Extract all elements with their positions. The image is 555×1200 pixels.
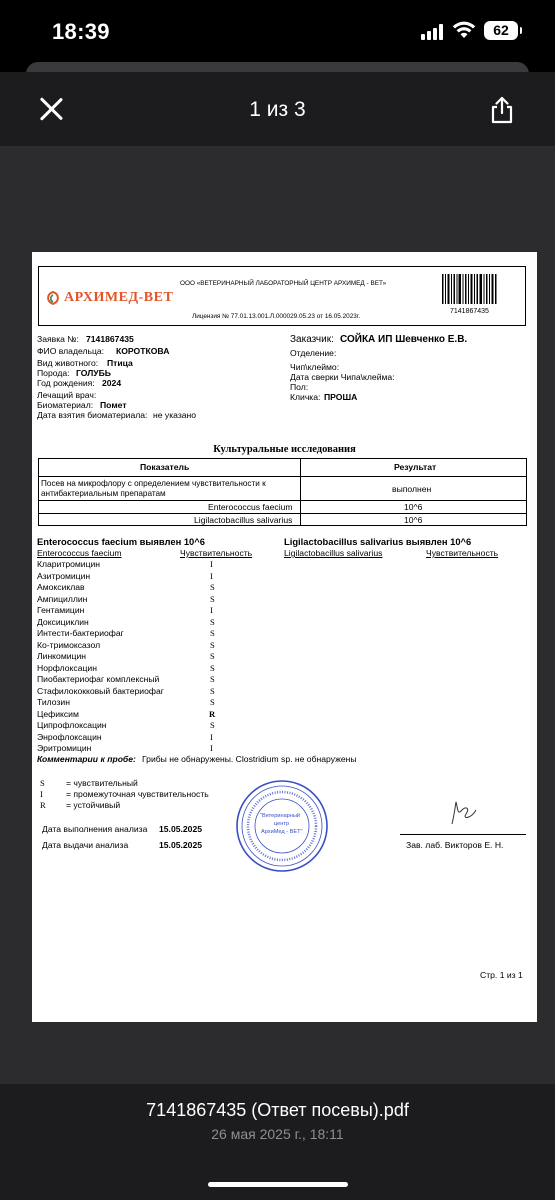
col-indicator-header: Показатель <box>140 462 190 472</box>
barcode-number: 7141867435 <box>450 308 489 315</box>
drug-value: R <box>209 708 216 719</box>
birth-label: Год рождения: <box>37 378 95 388</box>
drug-name: Кларитромицин <box>37 559 101 569</box>
breed-value: ГОЛУБЬ <box>76 368 111 378</box>
right-heading: Ligilactobacillus salivarius выявлен 10^6 <box>284 536 472 547</box>
stamp-text: "Ветеринарный <box>260 813 301 819</box>
legend-code: R <box>40 800 46 810</box>
drug-name: Энрофлоксацин <box>37 731 102 742</box>
breed-label: Порода: <box>37 368 70 378</box>
drug-name: Амоксиклав <box>37 582 85 592</box>
biomat-value: Помет <box>100 400 127 410</box>
file-name: 7141867435 (Ответ посевы).pdf <box>146 1100 409 1120</box>
license-text: Лицензия № 77.01.13.001.Л.000029.05.23 от 16.05.2023г. <box>192 313 361 320</box>
drug-name: Ко-тримоксазол <box>37 639 101 650</box>
share-button[interactable] <box>490 96 514 124</box>
drug-value: I <box>210 570 213 581</box>
drug-value: S <box>210 651 215 661</box>
date-issued-label: Дата выдачи анализа <box>42 840 129 850</box>
pdf-page[interactable] <box>32 252 537 1022</box>
drug-name: Азитромицин <box>37 570 91 581</box>
date-issued-value: 15.05.2025 <box>159 840 203 850</box>
nickname-label: Кличка: <box>290 392 321 402</box>
customer-label: Заказчик: <box>290 334 334 345</box>
file-date: 26 мая 2025 г., 18:11 <box>211 1126 344 1142</box>
org-name: ООО «ВЕТЕРИНАРНЫЙ ЛАБОРАТОРНЫЙ ЦЕНТР АРХИМЕД - ВЕТ» <box>180 280 387 287</box>
page-number: Стр. 1 из 1 <box>480 970 523 980</box>
drug-name: Гентамицин <box>37 605 85 615</box>
drug-name: Цефиксим <box>37 708 79 719</box>
request-label: Заявка №: <box>37 334 79 344</box>
drug-name: Ампициллин <box>37 593 88 604</box>
table-cell: 10^6 <box>404 515 423 525</box>
biomat-label: Биоматериал: <box>37 400 94 410</box>
col-result-header: Результат <box>394 462 437 472</box>
logo-text: АРХИМЕД-ВЕТ <box>64 290 174 305</box>
table-cell: Enterococcus faecium <box>208 502 293 512</box>
drug-value: S <box>210 720 215 730</box>
animal-label: Вид животного: <box>37 358 99 368</box>
chip-label: Чип\клеймо: <box>290 362 340 372</box>
drug-name: Эритромицин <box>37 743 92 753</box>
drug-value: S <box>210 616 215 627</box>
drug-value: I <box>210 605 213 615</box>
customer-value: СОЙКА ИП Шевченко Е.В. <box>340 334 468 345</box>
barcode-image <box>442 274 498 308</box>
logo-icon <box>44 290 62 306</box>
drug-value: S <box>210 674 215 684</box>
request-value: 7141867435 <box>86 334 134 344</box>
stamp-text: центр <box>274 821 290 827</box>
drug-value: S <box>210 593 215 604</box>
clock: 18:39 <box>52 19 110 44</box>
department-label: Отделение: <box>290 348 337 358</box>
right-sens-col-header: Чувствительность <box>426 548 499 558</box>
doctor-label: Лечащий врач: <box>37 390 97 400</box>
drug-name: Пиобактериофаг комплексный <box>37 674 160 684</box>
drug-value: I <box>210 731 213 742</box>
page-counter: 1 из 3 <box>249 98 306 121</box>
comment-label: Комментарии к пробе: <box>37 754 136 764</box>
legend-text: = чувствительный <box>66 778 138 788</box>
wifi-icon <box>452 20 476 40</box>
date-taken-label: Дата взятия биоматериала: <box>37 410 148 420</box>
date-taken-value: не указано <box>153 410 197 420</box>
chip-date-label: Дата сверки Чипа\клейма: <box>290 372 395 382</box>
drug-name: Норфлоксацин <box>37 662 97 673</box>
birth-value: 2024 <box>102 378 122 388</box>
sens-col-header: Чувствительность <box>180 548 253 558</box>
legend-code: I <box>40 789 43 799</box>
nickname-value: ПРОША <box>324 392 358 402</box>
owner-value: КОРОТКОВА <box>116 346 170 356</box>
drug-value: S <box>210 662 215 673</box>
drug-name: Линкомицин <box>37 651 86 661</box>
legend-text: = устойчивый <box>66 800 121 810</box>
drug-value: S <box>210 685 215 696</box>
comment-value: Грибы не обнаружены. Clostridium sp. не обнаружены <box>142 754 357 764</box>
signature-line <box>400 834 526 835</box>
home-indicator[interactable] <box>208 1182 348 1187</box>
drug-value: I <box>210 743 213 753</box>
left-heading: Enterococcus faecium выявлен 10^6 <box>37 536 205 547</box>
sex-label: Пол: <box>290 382 309 392</box>
drug-name: Интести-бактериофаг <box>37 628 124 638</box>
date-done-value: 15.05.2025 <box>159 824 203 834</box>
right-sub-name: Ligilactobacillus salivarius <box>284 548 383 558</box>
drug-value: S <box>210 697 215 707</box>
owner-label: ФИО владельца: <box>37 346 105 356</box>
table-cell: антибактериальным препаратам <box>41 489 166 498</box>
section-title: Культуральные исследования <box>213 444 356 455</box>
drug-name: Тилозин <box>37 697 70 707</box>
drug-value: S <box>210 582 215 592</box>
animal-value: Птица <box>107 358 133 368</box>
signature-image <box>446 798 480 830</box>
signatory: Зав. лаб. Викторов Е. Н. <box>406 840 504 850</box>
drug-name: Стафилококковый бактериофаг <box>37 685 164 696</box>
cellular-signal-icon <box>421 24 445 40</box>
drug-name: Доксициклин <box>37 616 89 627</box>
status-bar <box>0 0 555 60</box>
stamp-text: АрхиМед - ВЕТ" <box>261 829 303 835</box>
legend-text: = промежуточная чувствительность <box>66 789 209 799</box>
table-cell: Посев на микрофлору с определением чувствительности к <box>41 479 266 488</box>
legend-code: S <box>40 778 45 788</box>
table-cell: выполнен <box>392 484 432 494</box>
drug-value: S <box>210 628 215 638</box>
left-sub-name: Enterococcus faecium <box>37 548 122 558</box>
drug-value: S <box>210 639 215 650</box>
drug-value: I <box>210 559 213 569</box>
table-cell: 10^6 <box>404 502 423 512</box>
battery-icon: 62 <box>484 21 518 40</box>
table-cell: Ligilactobacillus salivarius <box>194 515 293 525</box>
drug-name: Ципрофлоксацин <box>37 720 107 730</box>
date-done-label: Дата выполнения анализа <box>42 824 148 834</box>
